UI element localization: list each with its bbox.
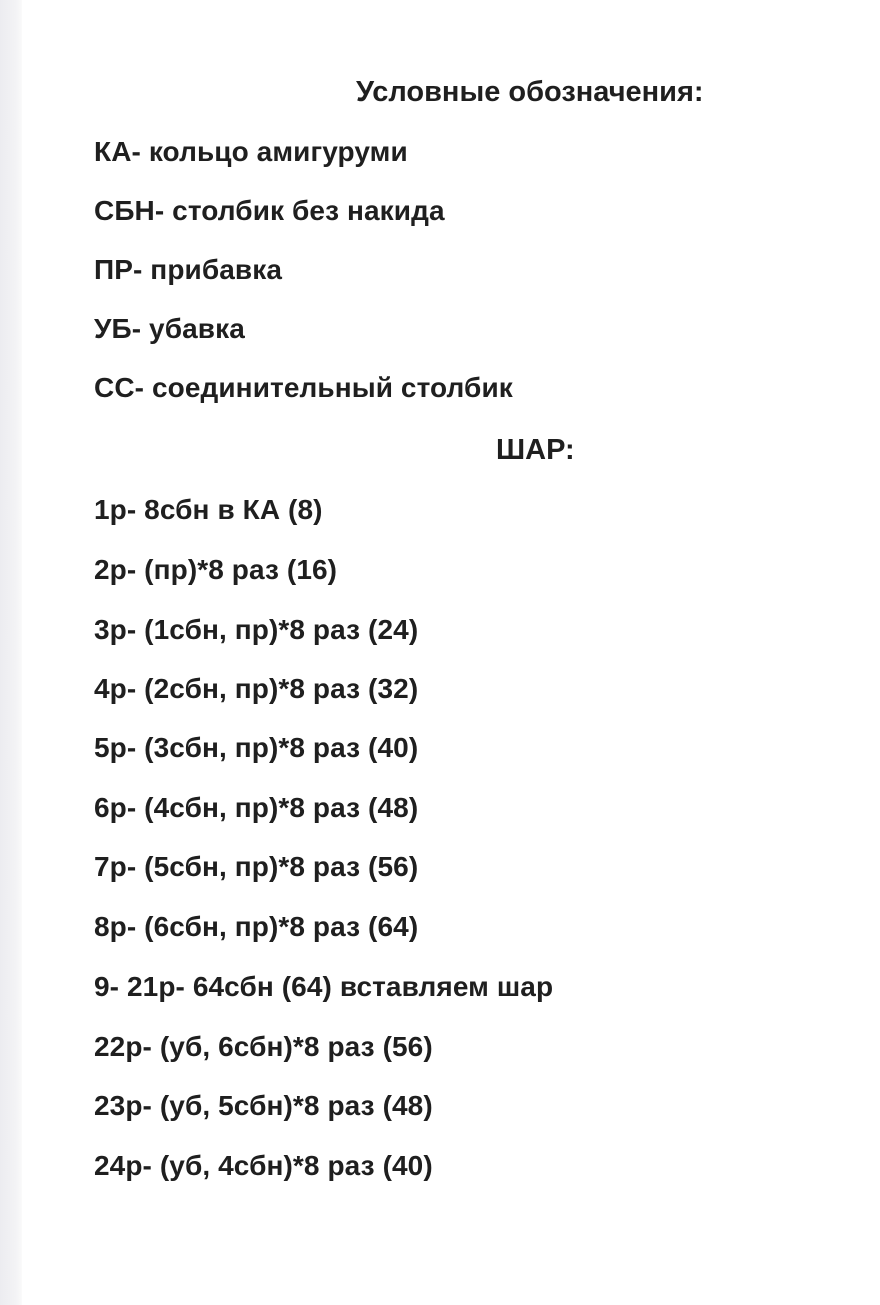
pattern-row-23: 23р- (уб, 5сбн)*8 раз (48) bbox=[94, 1090, 433, 1121]
pattern-row-22: 22р- (уб, 6сбн)*8 раз (56) bbox=[94, 1031, 433, 1062]
page-edge-shadow bbox=[0, 0, 22, 1305]
pattern-row-2: 2р- (пр)*8 раз (16) bbox=[94, 554, 338, 585]
pattern-row-24: 24р- (уб, 4сбн)*8 раз (40) bbox=[94, 1150, 433, 1181]
pattern-row-6: 6р- (4сбн, пр)*8 раз (48) bbox=[94, 792, 419, 823]
pattern-row-8: 8р- (6сбн, пр)*8 раз (64) bbox=[94, 911, 419, 942]
section-title: ШАР: bbox=[496, 434, 575, 466]
legend-title: Условные обозначения: bbox=[356, 76, 704, 108]
legend-item-ka: КА- кольцо амигуруми bbox=[94, 136, 408, 167]
legend-item-pr: ПР- прибавка bbox=[94, 254, 282, 285]
pattern-row-1: 1р- 8сбн в КА (8) bbox=[94, 494, 323, 525]
pattern-row-9-21: 9- 21р- 64сбн (64) вставляем шар bbox=[94, 971, 554, 1002]
pattern-row-3: 3р- (1сбн, пр)*8 раз (24) bbox=[94, 614, 419, 645]
pattern-row-4: 4р- (2сбн, пр)*8 раз (32) bbox=[94, 673, 419, 704]
legend-item-ss: СС- соединительный столбик bbox=[94, 372, 513, 403]
legend-item-ub: УБ- убавка bbox=[94, 313, 245, 344]
legend-item-sbn: СБН- столбик без накида bbox=[94, 195, 445, 226]
pattern-row-5: 5р- (3сбн, пр)*8 раз (40) bbox=[94, 732, 419, 763]
pattern-row-7: 7р- (5сбн, пр)*8 раз (56) bbox=[94, 851, 419, 882]
document-page bbox=[22, 0, 880, 1305]
